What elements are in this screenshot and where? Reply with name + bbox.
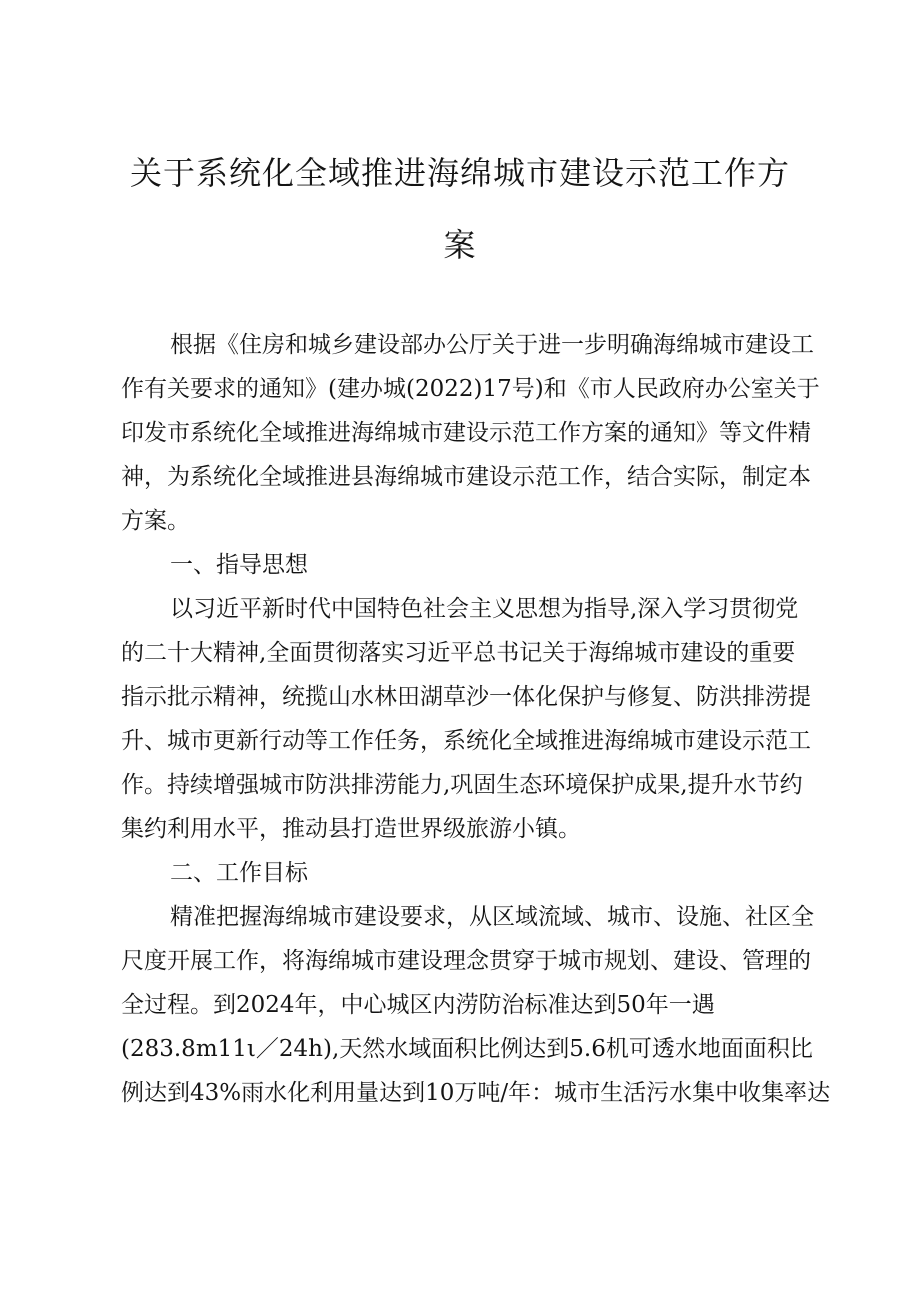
- section2-line: 例达到43%雨水化利用量达到10万吨/年：城市生活污水集中收集率达: [121, 1080, 831, 1106]
- document-title-line-1: 关于系统化全域推进海绵城市建设示范工作方: [129, 154, 790, 192]
- document-title-line-2: 案: [443, 226, 477, 264]
- intro-line: 印发市系统化全域推进海绵城市建设示范工作方案的通知》等文件精: [121, 420, 811, 446]
- intro-line: 方案。: [121, 508, 190, 534]
- intro-line: 作有关要求的通知》(建办城(2022)17号)和《市人民政府办公室关于: [121, 376, 820, 402]
- section1-line: 以习近平新时代中国特色社会主义思想为指导,深入学习贯彻党: [170, 596, 799, 622]
- intro-line: 根据《住房和城乡建设部办公厅关于进一步明确海绵城市建设工: [170, 332, 814, 358]
- section2-line: (283.8m11ι／24h),天然水域面积比例达到5.6机可透水地面面积比: [121, 1036, 813, 1062]
- section-heading-work-goals: 二、工作目标: [170, 860, 308, 886]
- section1-line: 集约利用水平，推动县打造世界级旅游小镇。: [121, 816, 581, 842]
- section1-line: 的二十大精神,全面贯彻落实习近平总书记关于海绵城市建设的重要: [121, 640, 796, 666]
- section-heading-guiding-ideology: 一、指导思想: [170, 552, 308, 578]
- section1-line: 指示批示精神，统揽山水林田湖草沙一体化保护与修复、防洪排涝提: [121, 684, 811, 710]
- section2-line: 精准把握海绵城市建设要求，从区域流域、城市、设施、社区全: [170, 904, 814, 930]
- section2-line: 尺度开展工作，将海绵城市建设理念贯穿于城市规划、建设、管理的: [121, 948, 811, 974]
- section2-line: 全过程。到2024年，中心城区内涝防治标准达到50年一遇: [121, 992, 715, 1018]
- section1-line: 作。持续增强城市防洪排涝能力,巩固生态环境保护成果,提升水节约: [121, 772, 803, 798]
- intro-line: 神，为系统化全域推进县海绵城市建设示范工作，结合实际，制定本: [121, 464, 811, 490]
- section1-line: 升、城市更新行动等工作任务，系统化全域推进海绵城市建设示范工: [121, 728, 811, 754]
